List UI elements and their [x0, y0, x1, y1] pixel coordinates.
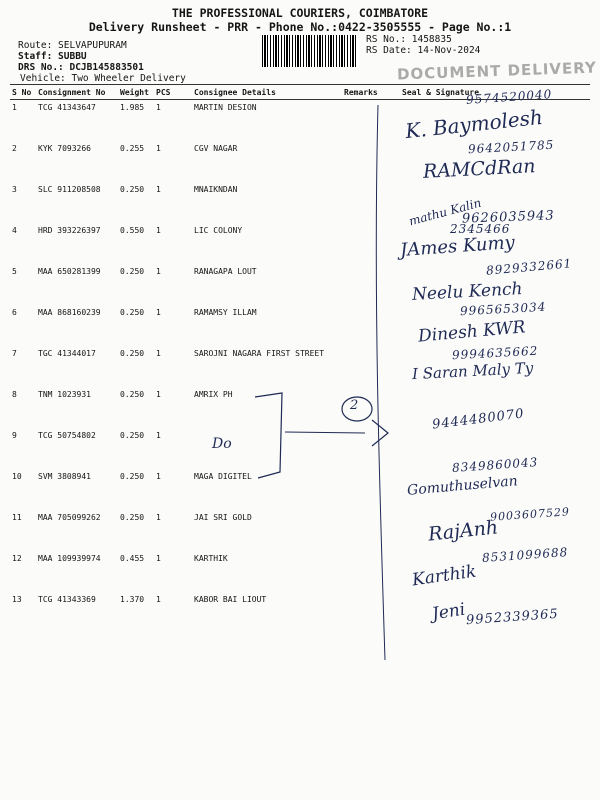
col-signature: Seal & Signature	[400, 85, 590, 100]
row-sno: 6	[12, 308, 17, 317]
row-sno: 12	[12, 554, 22, 563]
row-pcs: 1	[156, 554, 161, 563]
row-weight: 0.250	[120, 390, 145, 399]
handwritten-signature-11: Jeni	[430, 599, 467, 625]
row-consignee: KARTHIK	[194, 554, 228, 563]
circled-number: 2	[350, 398, 359, 413]
row-consignee: RAMAMSY ILLAM	[194, 308, 257, 317]
row-weight: 1.985	[120, 103, 145, 112]
staff-label: Staff: SUBBU	[18, 51, 87, 62]
row-weight: 0.550	[120, 226, 145, 235]
row-sno: 11	[12, 513, 22, 522]
row-weight: 0.250	[120, 513, 145, 522]
row-pcs: 1	[156, 431, 161, 440]
row-consignee: LIC COLONY	[194, 226, 243, 235]
row-consignment: TCG 41343647	[38, 103, 96, 112]
row-consignment: SLC 911208508	[38, 185, 101, 194]
row-weight: 0.250	[120, 431, 145, 440]
row-sno: 3	[12, 185, 17, 194]
row-weight: 0.250	[120, 308, 145, 317]
arrow-line	[285, 432, 365, 433]
row-consignment: TGC 41344017	[38, 349, 96, 358]
bracket-mark	[255, 393, 282, 478]
row-sno: 2	[12, 144, 17, 153]
row-consignment: MAA 868160239	[38, 308, 101, 317]
row-pcs: 1	[156, 103, 161, 112]
document-delivery-stamp: DOCUMENT DELIVERY	[396, 58, 598, 84]
handwritten-signature-3: mathu Kalin	[407, 195, 483, 229]
col-consignee: Consignee Details	[192, 85, 342, 100]
row-weight: 0.255	[120, 144, 145, 153]
row-consignee: KABOR BAI LIOUT	[194, 595, 267, 604]
vehicle-label: Vehicle: Two Wheeler Delivery	[20, 73, 186, 84]
row-pcs: 1	[156, 267, 161, 276]
row-consignment: MAA 650281399	[38, 267, 101, 276]
handwritten-phone-4: 8929332661	[485, 256, 573, 278]
row-sno: 4	[12, 226, 17, 235]
handwritten-phone-7: 9444480070	[431, 406, 526, 433]
runsheet-title: Delivery Runsheet - PRR - Phone No.:0422-3505555 - Page No.:1	[88, 20, 512, 34]
handwritten-note: Do	[212, 436, 232, 452]
rs-date: RS Date: 14-Nov-2024	[366, 45, 481, 56]
row-consignee: AMRIX PH	[194, 390, 233, 399]
row-weight: 0.250	[120, 472, 145, 481]
row-pcs: 1	[156, 226, 161, 235]
row-pcs: 1	[156, 349, 161, 358]
handwritten-phone-3: 9626035943	[461, 208, 555, 227]
handwritten-signature-2: RAMCdRan	[422, 155, 536, 183]
row-weight: 0.455	[120, 554, 145, 563]
handwritten-signature-9: RajAnh	[427, 516, 500, 546]
row-consignee: JAI SRI GOLD	[194, 513, 252, 522]
handwritten-phone-6: 9994635662	[451, 343, 539, 363]
row-pcs: 1	[156, 144, 161, 153]
row-pcs: 1	[156, 513, 161, 522]
row-sno: 7	[12, 349, 17, 358]
row-weight: 1.370	[120, 595, 145, 604]
handwritten-phone-11: 9952339365	[465, 606, 560, 629]
handwritten-phone-1: 9574520040	[465, 87, 553, 107]
handwritten-signature-10: Karthik	[410, 561, 478, 591]
row-consignee: SAROJNI NAGARA FIRST STREET	[194, 349, 325, 358]
row-pcs: 1	[156, 595, 161, 604]
handwritten-signature-7: I Saran Maly Ty	[411, 358, 534, 384]
handwritten-phone-8: 8349860043	[451, 455, 539, 475]
row-consignee: MAGA DIGITEL	[194, 472, 252, 481]
arrow-head	[372, 420, 388, 446]
row-consignee: RANAGAPA LOUT	[194, 267, 257, 276]
row-sno: 1	[12, 103, 17, 112]
handwritten-signature-8: Gomuthuselvan	[406, 473, 519, 499]
col-weight: Weight	[118, 85, 154, 100]
row-sno: 8	[12, 390, 17, 399]
row-weight: 0.250	[120, 349, 145, 358]
row-consignment: TNM 1023931	[38, 390, 91, 399]
col-sno: S No	[10, 85, 36, 100]
handwritten-phone-9: 9003607529	[489, 505, 571, 524]
row-pcs: 1	[156, 472, 161, 481]
company-name: THE PROFESSIONAL COURIERS, COIMBATORE	[171, 6, 429, 20]
handwritten-phone-10: 8531099688	[481, 545, 569, 565]
col-remarks: Remarks	[342, 85, 400, 100]
col-consignment: Consignment No	[36, 85, 118, 100]
handwritten-phone-2: 9642051785	[467, 137, 555, 157]
row-consignment: HRD 393226397	[38, 226, 101, 235]
row-consignee: CGV NAGAR	[194, 144, 238, 153]
rs-number: RS No.: 1458835	[366, 34, 452, 45]
row-consignment: TCG 50754802	[38, 431, 96, 440]
row-consignment: SVM 3808941	[38, 472, 91, 481]
row-pcs: 1	[156, 390, 161, 399]
row-sno: 13	[12, 595, 22, 604]
handwritten-signature-5: Neelu Kench	[411, 279, 523, 305]
row-pcs: 1	[156, 308, 161, 317]
handwritten-signature-1: K. Baymolesh	[404, 104, 544, 144]
row-weight: 0.250	[120, 185, 145, 194]
row-consignment: MAA 109939974	[38, 554, 101, 563]
row-pcs: 1	[156, 185, 161, 194]
route-label: Route: SELVAPUPURAM	[18, 40, 127, 51]
row-sno: 9	[12, 431, 17, 440]
col-pcs: PCS	[154, 85, 192, 100]
drs-number: DRS No.: DCJB145883501	[18, 62, 144, 73]
row-sno: 5	[12, 267, 17, 276]
handwritten-phone-5: 9965653034	[459, 299, 547, 319]
row-sno: 10	[12, 472, 22, 481]
row-weight: 0.250	[120, 267, 145, 276]
handwritten-number: 2345466	[450, 222, 511, 236]
row-consignee: MARTIN DESION	[194, 103, 257, 112]
signature-margin-line	[376, 105, 385, 660]
handwritten-signature-6: Dinesh KWR	[417, 317, 527, 347]
row-consignee: MNAIKNDAN	[194, 185, 238, 194]
row-consignment: MAA 705099262	[38, 513, 101, 522]
row-consignment: TCG 41343369	[38, 595, 96, 604]
row-consignment: KYK 7093266	[38, 144, 91, 153]
handwritten-signature-4: JAmes Kumy	[399, 232, 516, 261]
